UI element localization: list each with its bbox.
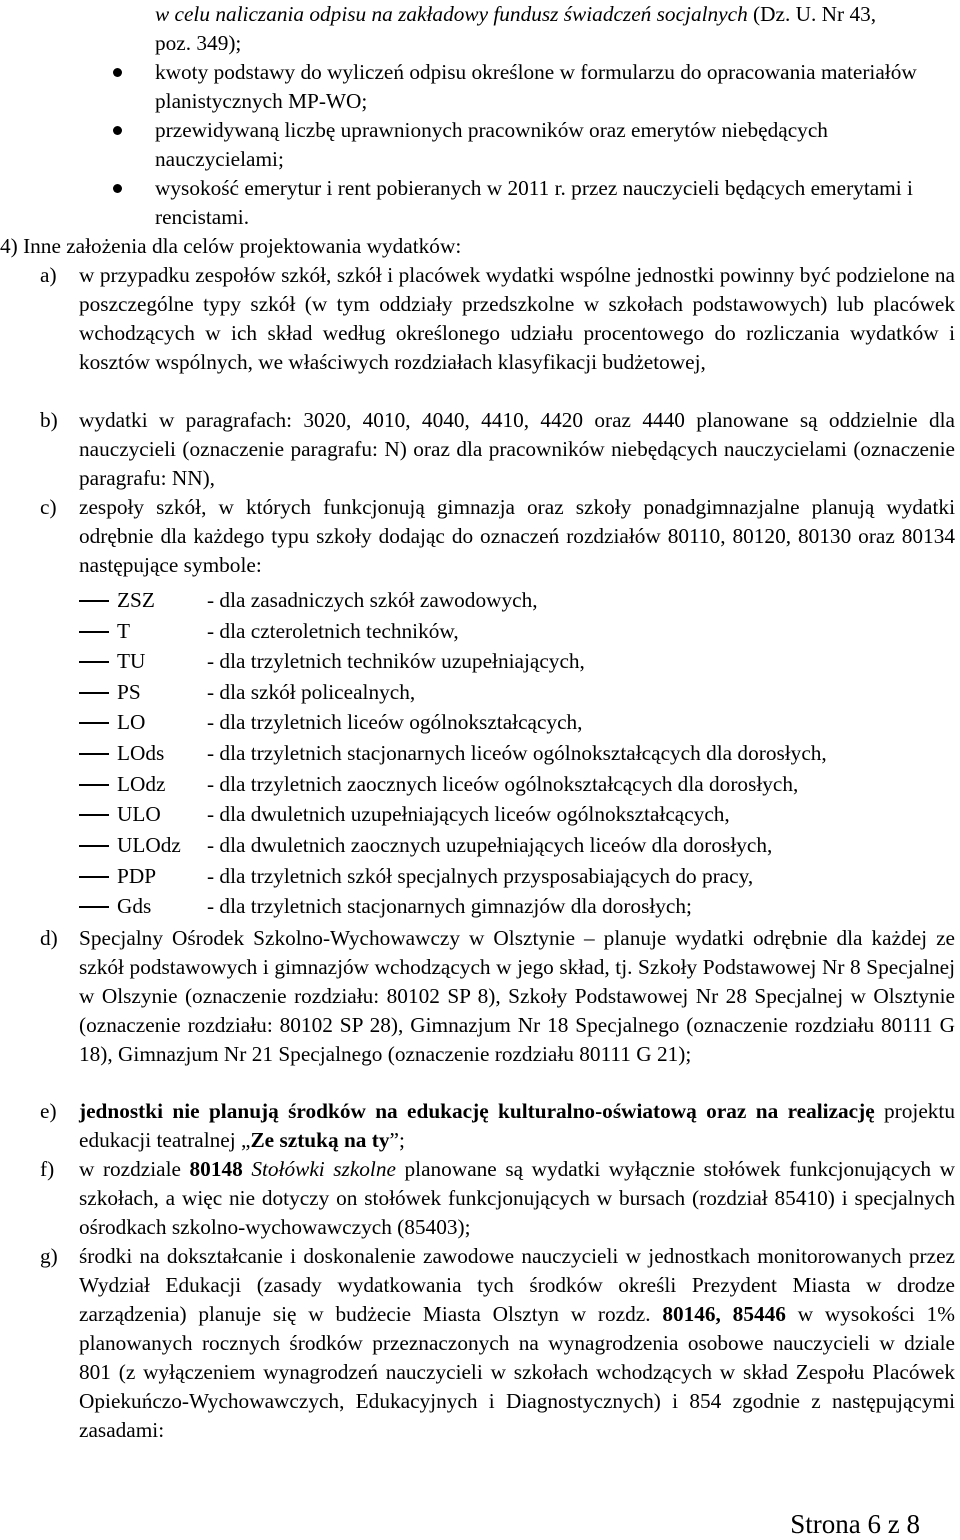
intro-reference: (Dz. U. Nr 43, poz. 349); [155,2,877,55]
section-4-heading: 4) Inne założenia dla celów projektowania wydatków: [0,234,462,258]
symbol-desc: - dla czteroletnich techników, [207,619,459,643]
item-d-text: Specjalny Ośrodek Szkolno-Wychowawczy w Olsztynie – planuje wydatki odrębnie dla każdej ze szkół podstawowych i gimnazjów wchodzących w jego skład, tj. Szkoły Podstawowej Nr 8 Specjalnej w Olszynie (oznaczenie rozdziału: 80102 SP 8), Szkoły Podstawowej Nr 28 Specjalnej w Olsztynie (oznaczenie rozdziału: 80102 SP 28), Gimnazjum Nr 18 Specjalnego (oznaczenie rozdziału 80111 G 18), Gimnazjum Nr 21 Specjalnego (oznaczenie rozdziału 80111 G 21); [79,926,955,1066]
item-e-plain-text: projektu edukacji teatralnej „ [79,1099,955,1152]
page-number: Strona 6 z 8 [790,1509,920,1539]
item-f-label: f) [40,1157,55,1181]
dash-marker [79,722,109,724]
symbol-code: ULO [117,802,161,826]
item-g-label: g) [40,1244,58,1268]
item-a-text: w przypadku zespołów szkół, szkół i placówek wydatki wspólne jednostki powinny być podzielone na poszczególne typy szkół (w tym oddziały przedszkolne w szkołach podstawowych) lub placówek wchodzących w ich skład według określonego udziału procentowego do rozliczania wydatków i kosztów wspólnych, we właściwych rozdziałach klasyfikacji budżetowej, [79,263,955,374]
item-f-text [79,1155,955,1242]
bullet-dot [113,184,122,193]
dash-marker [79,876,109,878]
item-e-end: ”; [389,1128,405,1152]
dash-marker [79,692,109,694]
symbol-desc: - dla trzyletnich stacjonarnych liceów ogólnokształcących dla dorosłych, [207,741,827,765]
symbol-code: Gds [117,894,152,918]
symbol-code: T [117,619,131,643]
bullet-item-1: kwoty podstawy do wyliczeń odpisu określone w formularzu do opracowania materiałów planistycznych MP-WO; [155,60,917,113]
symbol-desc: - dla trzyletnich zaocznych liceów ogólnokształcących dla dorosłych, [207,772,799,796]
item-f-chapter-name: Stołówki szkolne [251,1157,396,1181]
item-b-label: b) [40,408,58,432]
symbol-desc: - dla zasadniczych szkół zawodowych, [207,588,538,612]
item-g-text [79,1242,955,1445]
item-f-pre: w rozdziale [79,1157,190,1181]
symbol-code: PS [117,680,141,704]
symbol-desc: - dla trzyletnich liceów ogólnokształcących, [207,710,583,734]
item-g-body: w wysokości 1% planowanych rocznych środków przeznaczonych na wynagrodzenia osobowe nauczycieli w dziale 801 (z wyłączeniem wynagrodzeń nauczycieli w szkołach wchodzących w skład Zespołu Placówek Opiekuńczo-Wychowawczych, Edukacyjnych i Diagnostycznych) i 854 zgodnie z następującymi zasadami: [79,1302,955,1442]
symbol-desc: - dla szkół policealnych, [207,680,416,704]
symbol-desc: - dla trzyletnich stacjonarnych gimnazjów dla dorosłych; [207,894,692,918]
item-e-text [79,1097,955,1155]
item-b-text: wydatki w paragrafach: 3020, 4010, 4040, 4410, 4420 oraz 4440 planowane są oddzielnie dla nauczycieli (oznaczenie paragrafu: N) oraz dla pracowników niebędących nauczycielami (oznaczenie paragrafu: NN), [79,408,955,490]
dash-marker [79,784,109,786]
dash-marker [79,906,109,908]
item-g-chapter-numbers: 80146, 85446 [662,1302,786,1326]
dash-marker [79,661,109,663]
bullet-item-2: przewidywaną liczbę uprawnionych pracowników oraz emerytów niebędących nauczycielami; [155,118,828,171]
item-e-project-title: Ze sztuką na ty [250,1128,390,1152]
dash-marker [79,631,109,633]
symbol-desc: - dla trzyletnich techników uzupełniających, [207,649,585,673]
item-e-bold-text: jednostki nie planują środków na edukację kulturalno-oświatową oraz na realizację [79,1099,875,1123]
intro-text: w celu naliczania odpisu na zakładowy fundusz świadczeń socjalnych [155,2,748,26]
symbol-code: LO [117,710,146,734]
dash-marker [79,753,109,755]
item-c-label: c) [40,495,57,519]
symbol-code: LOdz [117,772,166,796]
symbol-desc: - dla dwuletnich uzupełniających liceów ogólnokształcących, [207,802,730,826]
dash-marker [79,845,109,847]
symbol-code: TU [117,649,146,673]
dash-marker [79,600,109,602]
item-c-text: zespoły szkół, w których funkcjonują gimnazja oraz szkoły ponadgimnazjalne planują wydatki odrębnie dla każdego typu szkoły dodając do oznaczeń rozdziałów 80110, 80120, 80130 oraz 80134 następujące symbole: [79,495,955,577]
item-g-pre: środki na dokształcanie i doskonalenie zawodowe nauczycieli w jednostkach monitorowanych przez Wydział Edukacji (zasady wydatkowania tych środków określi Prezydent Miasta w drodze zarządzenia) planuje się w budżecie Miasta Olsztyn w rozdz. [79,1244,955,1326]
dash-marker [79,814,109,816]
item-e-label: e) [40,1099,57,1123]
symbol-code: PDP [117,864,157,888]
intro-continuation [155,0,915,58]
item-f-chapter-number: 80148 [189,1157,243,1181]
symbol-code: ULOdz [117,833,181,857]
item-f-body: planowane są wydatki wyłącznie stołówek funkcjonujących w szkołach, a więc nie dotyczy on stołówek funkcjonujących w bursach (rozdział 85410) i specjalnych ośrodkach szkolno-wychowawczych (85403); [79,1157,955,1239]
bullet-dot [113,68,122,77]
bullet-item-3: wysokość emerytur i rent pobieranych w 2011 r. przez nauczycieli będących emerytami i rencistami. [155,176,913,229]
item-a-label: a) [40,263,57,287]
bullet-dot [113,126,122,135]
item-d-label: d) [40,926,58,950]
symbol-desc: - dla dwuletnich zaocznych uzupełniających liceów dla dorosłych, [207,833,773,857]
symbol-desc: - dla trzyletnich szkół specjalnych przysposabiających do pracy, [207,864,754,888]
symbol-code: LOds [117,741,165,765]
symbol-code: ZSZ [117,588,155,612]
